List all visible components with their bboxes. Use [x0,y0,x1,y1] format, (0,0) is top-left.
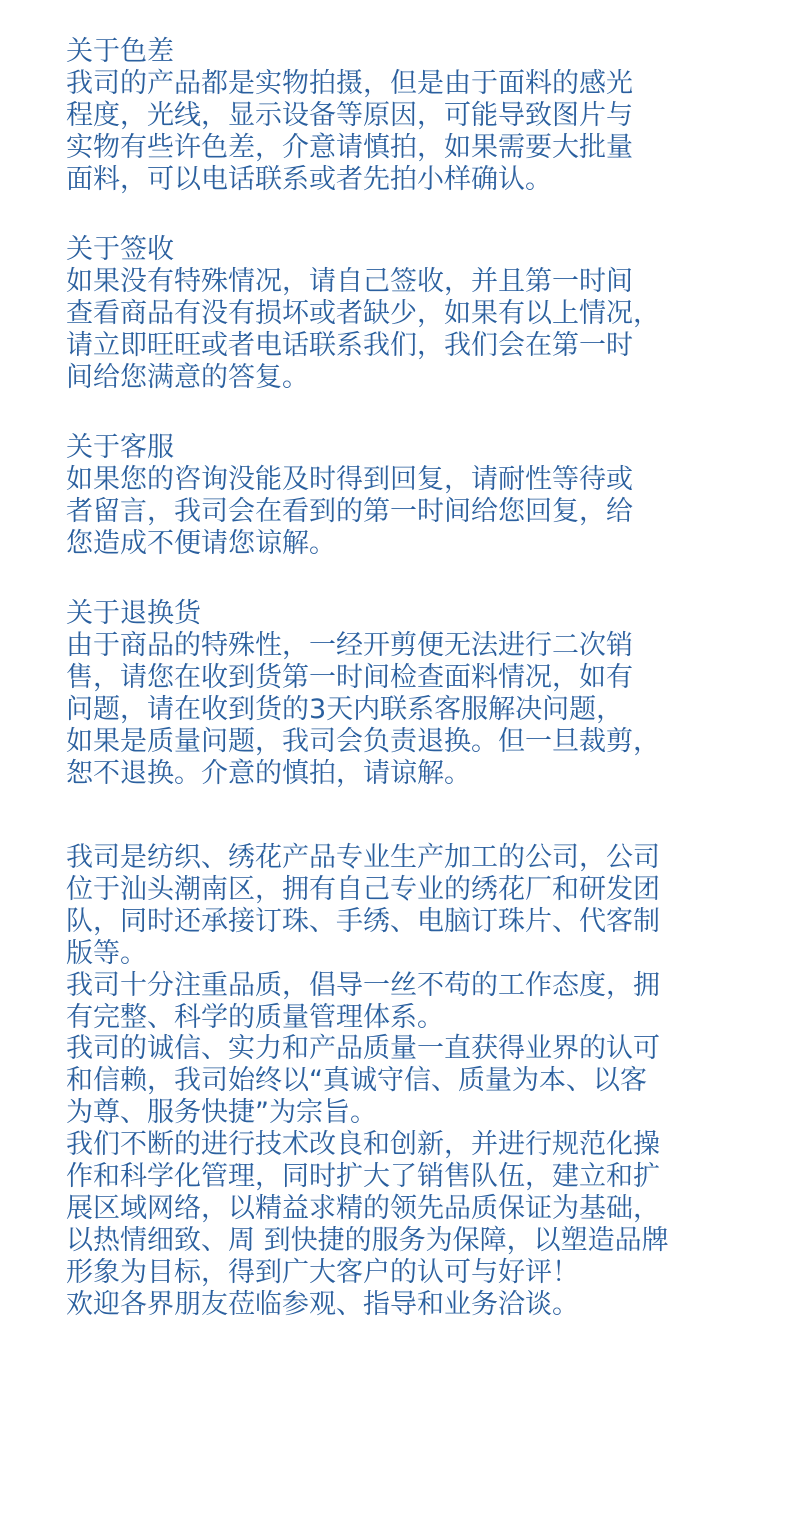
text-line: 程度，光线，显示设备等原因，可能导致图片与 [66,100,633,131]
text-line: 问题，请在收到货的3天内联系客服解决问题， [66,694,624,725]
text-line: 展区域网络，以精益求精的领先品质保证为基础， [66,1192,660,1224]
text-line: 欢迎各界朋友莅临参观、指导和业务洽谈。 [66,1288,579,1320]
text-line: 我司的诚信、实力和产品质量一直获得业界的认可 [66,1033,660,1065]
text-line: 查看商品有没有损坏或者缺少，如果有以上情况， [66,298,660,329]
text-line: 我司的产品都是实物拍摄，但是由于面料的感光 [66,68,633,99]
text-line: 售，请您在收到货第一时间检查面料情况，如有 [66,662,633,693]
text-line: 作和科学化管理，同时扩大了销售队伍，建立和扩 [66,1161,660,1193]
text-line: 我司十分注重品质，倡导一丝不苟的工作态度，拥 [66,969,660,1001]
text-line: 实物有些许色差，介意请慎拍，如果需要大批量 [66,132,633,163]
section-title: 关于色差 [66,36,174,67]
text-line: 由于商品的特殊性，一经开剪便无法进行二次销 [66,630,633,661]
section-signing [66,234,766,394]
section-color-difference [66,36,766,196]
text-line: 如果您的咨询没能及时得到回复，请耐性等待或 [66,464,633,495]
text-line: 队，同时还承接订珠、手绣、电脑订珠片、代客制 [66,905,660,937]
text-line: 位于汕头潮南区，拥有自己专业的绣花厂和研发团 [66,873,660,905]
text-line: 请立即旺旺或者电话联系我们，我们会在第一时 [66,330,633,361]
text-line: 我们不断的进行技术改良和创新，并进行规范化操 [66,1129,660,1161]
policy-document [66,36,766,1321]
text-line: 者留言，我司会在看到的第一时间给您回复，给 [66,496,633,527]
text-line: 我司是纺织、绣花产品专业生产加工的公司，公司 [66,842,660,873]
company-introduction [66,842,766,1321]
section-returns [66,598,766,790]
text-line: 以热情细致、周 到快捷的服务为保障，以塑造品牌 [66,1224,669,1256]
text-line: 面料，可以电话联系或者先拍小样确认。 [66,164,552,195]
text-line: 形象为目标，得到广大客户的认可与好评！ [66,1256,579,1288]
section-customer-service [66,432,766,560]
text-line: 为尊、服务快捷”为宗旨。 [66,1097,377,1129]
text-line: 间给您满意的答复。 [66,362,309,393]
section-title: 关于退换货 [66,598,201,629]
section-title: 关于签收 [66,234,174,265]
section-title: 关于客服 [66,432,174,463]
text-line: 您造成不便请您谅解。 [66,528,336,559]
text-line: 版等。 [66,937,147,969]
text-line: 如果是质量问题，我司会负责退换。但一旦裁剪， [66,726,660,757]
text-line: 如果没有特殊情况，请自己签收，并且第一时间 [66,266,633,297]
text-line: 恕不退换。介意的慎拍，请谅解。 [66,758,471,789]
text-line: 和信赖，我司始终以“真诚守信、质量为本、以客 [66,1065,647,1097]
text-line: 有完整、科学的质量管理体系。 [66,1001,444,1033]
